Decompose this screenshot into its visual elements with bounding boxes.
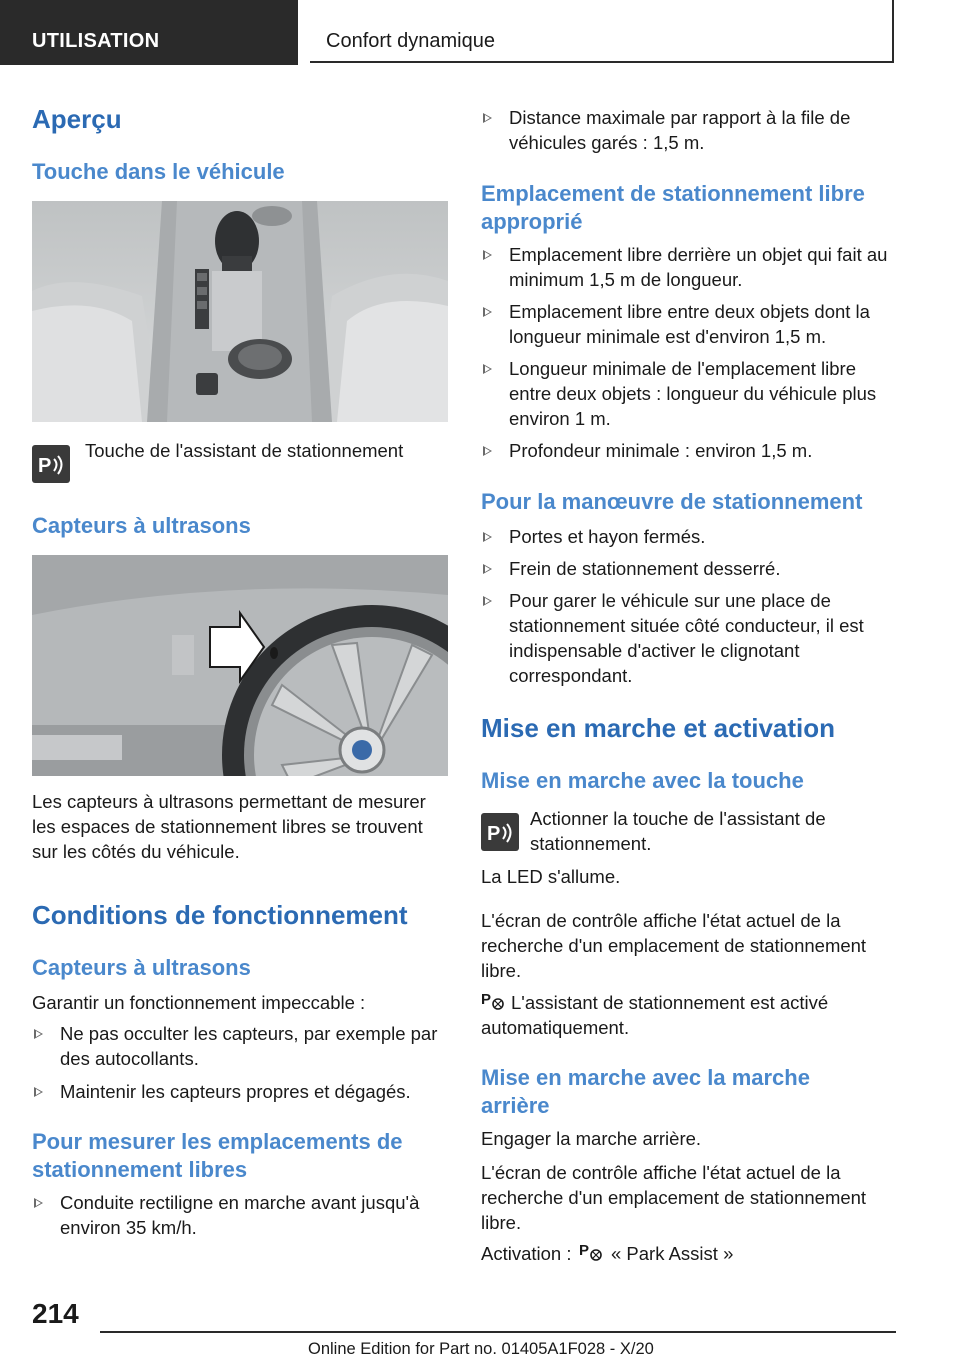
paragraph-garantir: Garantir un fonctionnement impeccable : [32, 992, 366, 1013]
bullet-triangle-icon [483, 446, 492, 456]
svg-text:P: P [481, 991, 492, 1008]
list-item: Conduite rectiligne en marche avant jusqu'à environ 35 km/h. [32, 1190, 448, 1240]
list-item: Portes et hayon fermés. [481, 524, 891, 549]
list-item: Ne pas occulter les capteurs, par exemple par des autocollants. [32, 1021, 448, 1071]
paragraph-active: L'assistant de stationnement est activé automatiquement. [481, 992, 829, 1038]
paragraph-actionner: Actionner la touche de l'assistant de stationnement. [530, 808, 826, 854]
heading-touche-vehicule: Touche dans le véhicule [32, 159, 285, 184]
bullet-triangle-icon [483, 113, 492, 123]
bullet-triangle-icon [483, 364, 492, 374]
paragraph-capteurs: Les capteurs à ultrasons permettant de mesurer les espaces de stationnement libres se trouvent sur les côtés du véhicule. [32, 791, 426, 862]
wheel-sensor-photo [32, 555, 448, 776]
bullet-triangle-icon [483, 532, 492, 542]
park-assist-active-icon [579, 1241, 605, 1263]
bullet-triangle-icon [34, 1198, 43, 1208]
paragraph-ecran-1: L'écran de contrôle affiche l'état actuel de la recherche d'un emplacement de stationnement libre. [481, 910, 867, 981]
list-item: Pour garer le véhicule sur une place de stationnement située côté conducteur, il est indispensable d'activer le clignotant correspondant. [481, 588, 893, 688]
list-item: Emplacement libre derrière un objet qui fait au minimum 1,5 m de longueur. [481, 242, 891, 292]
heading-manoeuvre: Pour la manœuvre de stationnement [481, 489, 863, 514]
svg-text:P: P [38, 455, 52, 477]
heading-capteurs: Capteurs à ultrasons [32, 513, 251, 538]
park-assist-button-icon [481, 813, 519, 851]
list-item: Profondeur minimale : environ 1,5 m. [481, 438, 891, 463]
park-assist-button-icon [32, 445, 70, 483]
footer-divider [100, 1331, 896, 1333]
list-item: Maintenir les capteurs propres et dégagés. [32, 1079, 448, 1104]
activation-value: « Park Assist » [611, 1243, 734, 1264]
svg-text:P: P [579, 1242, 590, 1259]
console-photo [32, 201, 448, 422]
heading-mesurer: Pour mesurer les emplacements de stationnement libres [32, 1129, 403, 1182]
caption-touche: Touche de l'assistant de stationnement [85, 440, 404, 461]
paragraph-led: La LED s'allume. [481, 866, 621, 887]
chapter-title: Confort dynamique [326, 30, 495, 52]
bullet-triangle-icon [34, 1087, 43, 1097]
paragraph-engager: Engager la marche arrière. [481, 1128, 702, 1149]
heading-mise-en-marche: Mise en marche et activation [481, 713, 836, 743]
paragraph-ecran-2: L'écran de contrôle affiche l'état actuel de la recherche d'un emplacement de stationnement libre. [481, 1162, 867, 1233]
heading-apercu: Aperçu [32, 104, 122, 134]
list-item: Distance maximale par rapport à la file de véhicules garés : 1,5 m. [481, 105, 891, 155]
list-item: Frein de stationnement desserré. [481, 556, 891, 581]
svg-text:P: P [487, 823, 501, 845]
heading-emplacement: Emplacement de stationnement libre approprié [481, 181, 865, 234]
bullet-triangle-icon [34, 1029, 43, 1039]
list-item: Emplacement libre entre deux objets dont la longueur minimale est d'environ 1,5 m. [481, 299, 891, 349]
section-tab [0, 0, 298, 65]
footer-edition: Online Edition for Part no. 01405A1F028 - X/20 [308, 1340, 654, 1358]
section-title: UTILISATION [32, 30, 160, 52]
list-item: Longueur minimale de l'emplacement libre entre deux objets : longueur du véhicule plus environ 1 m. [481, 356, 891, 431]
chapter-tab [310, 0, 894, 63]
bullet-triangle-icon [483, 596, 492, 606]
heading-marche-arriere: Mise en marche avec la marche arrière [481, 1065, 810, 1118]
bullet-triangle-icon [483, 564, 492, 574]
heading-conditions: Conditions de fonctionnement [32, 900, 408, 930]
page-number: 214 [32, 1298, 79, 1329]
heading-capteurs-2: Capteurs à ultrasons [32, 955, 251, 980]
bullet-triangle-icon [483, 307, 492, 317]
heading-avec-touche: Mise en marche avec la touche [481, 768, 804, 793]
bullet-triangle-icon [483, 250, 492, 260]
activation-label: Activation : [481, 1243, 572, 1264]
